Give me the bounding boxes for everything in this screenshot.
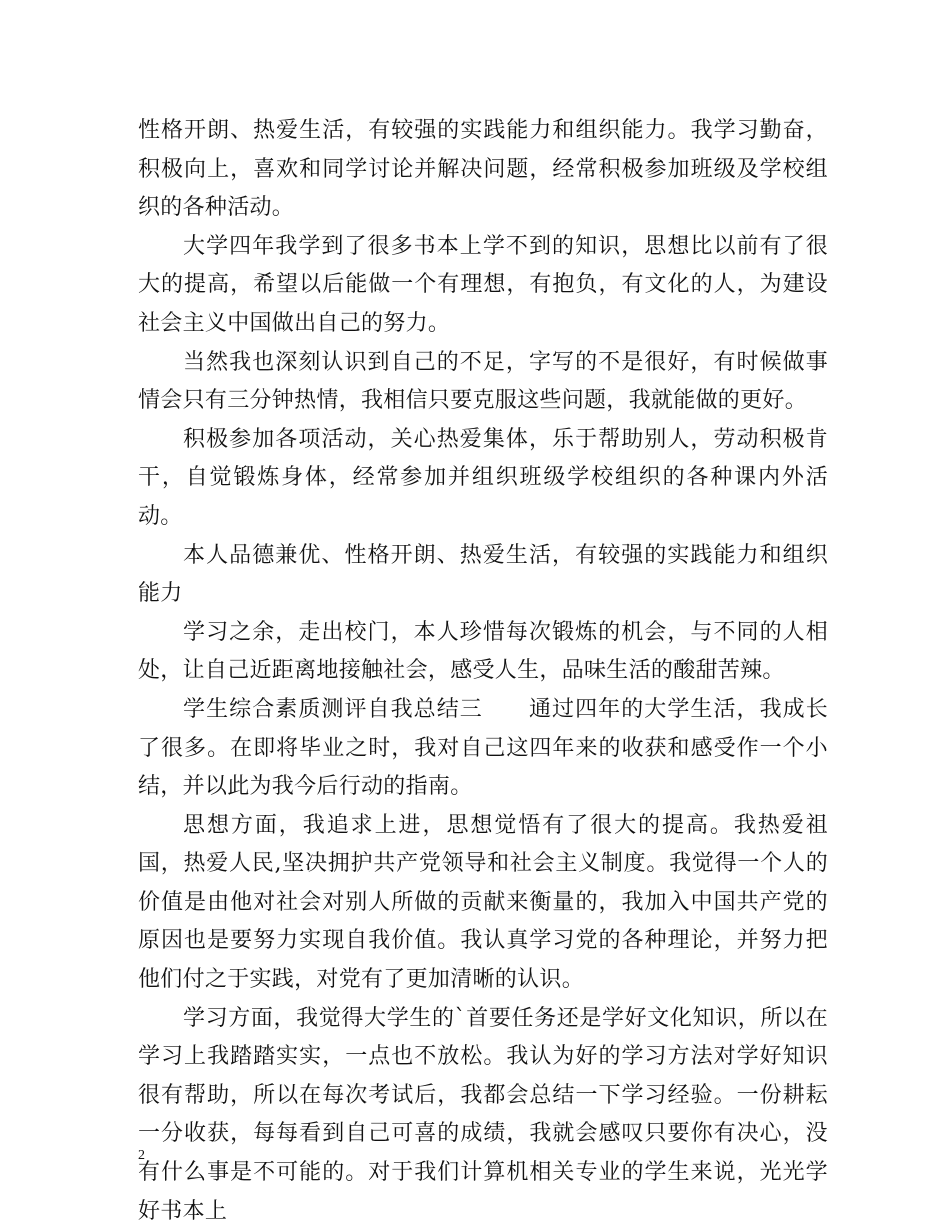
paragraph-3: 当然我也深刻认识到自己的不足，字写的不是很好，有时候做事情会只有三分钟热情，我相信只要克服这些问题，我就能做的更好。 bbox=[138, 349, 828, 414]
paragraph-7: 学生综合素质测评自我总结三 通过四年的大学生活，我成长了很多。在即将毕业之时，我对自己这四年来的收获和感受作一个小结，并以此为我今后行动的指南。 bbox=[138, 696, 828, 800]
paragraph-4: 积极参加各项活动，关心热爱集体，乐于帮助别人，劳动积极肯干，自觉锻炼身体，经常参加并组织班级学校组织的各种课内外活动。 bbox=[138, 426, 828, 529]
paragraph-8: 思想方面，我追求上进，思想觉悟有了很大的提高。我热爱祖国，热爱人民,坚决拥护共产党领导和社会主义制度。我觉得一个人的价值是由他对社会对别人所做的贡献来衡量的，我加入中国共产党的原因也是要努力实现自我价值。我认真学习党的各种理论，并努力把他们付之于实践，对党有了更加清晰的认识。 bbox=[138, 812, 828, 993]
paragraph-5: 本人品德兼优、性格开朗、热爱生活，有较强的实践能力和组织能力 bbox=[138, 542, 828, 607]
page-number: 2 bbox=[138, 1148, 145, 1163]
paragraph-2: 大学四年我学到了很多书本上学不到的知识，思想比以前有了很大的提高，希望以后能做一个有理想，有抱负，有文化的人，为建设社会主义中国做出自己的努力。 bbox=[138, 233, 828, 336]
paragraph-6: 学习之余，走出校门，本人珍惜每次锻炼的机会，与不同的人相处，让自己近距离地接触社会，感受人生，品味生活的酸甜苦辣。 bbox=[138, 619, 828, 684]
document-body bbox=[138, 112, 828, 1231]
paragraph-1: 性格开朗、热爱生活，有较强的实践能力和组织能力。我学习勤奋，积极向上，喜欢和同学讨论并解决问题，经常积极参加班级及学校组织的各种活动。 bbox=[138, 118, 828, 221]
paragraph-9: 学习方面，我觉得大学生的`首要任务还是学好文化知识，所以在学习上我踏踏实实，一点也不放松。我认为好的学习方法对学好知识很有帮助，所以在每次考试后，我都会总结一下学习经验。一份耕耘一分收获，每每看到自己可喜的成绩，我就会感叹只要你有决心，没有什么事是不可能的。对于我们计算机相关专业的学生来说，光光学好书本上 bbox=[138, 1005, 828, 1224]
